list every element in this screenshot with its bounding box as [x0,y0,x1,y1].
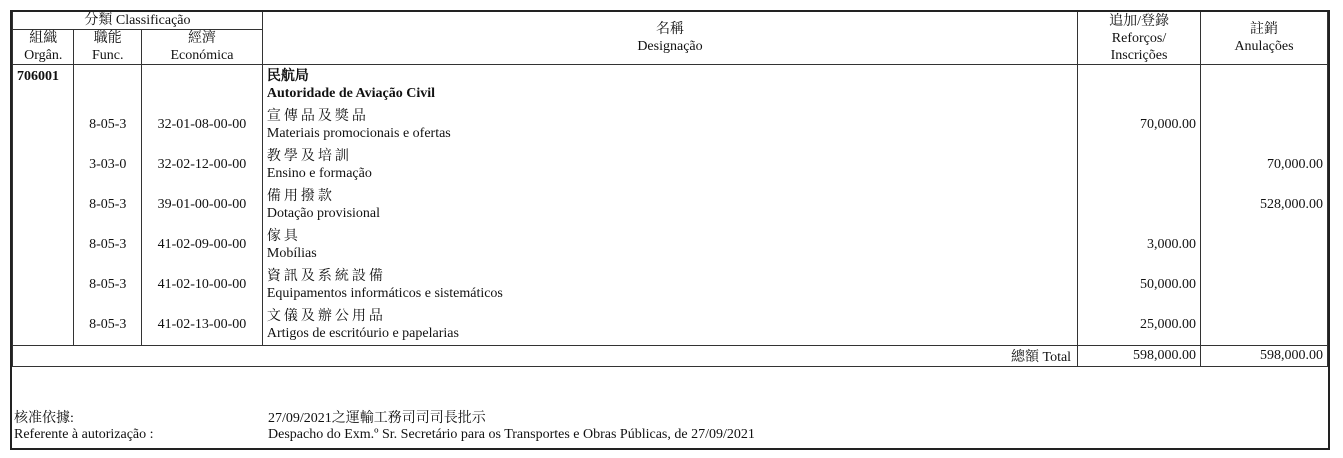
functional-code: 3-03-0 [74,145,142,185]
table-row [13,105,1328,145]
authorization-label-zh: 核准依據: [14,411,74,426]
budget-table [12,12,1328,367]
entity-code: 706001 [13,65,74,346]
designation [262,145,1077,185]
functional-code: 8-05-3 [74,225,142,265]
table-row [13,185,1328,225]
economic-header: 經濟 Económica [142,30,263,65]
total-reforcos: 598,000.00 [1078,346,1201,367]
economic-code: 39-01-00-00-00 [142,185,263,225]
functional-code: 8-05-3 [74,305,142,346]
designation-pt: Artigos de escritóurio e papelarias [266,326,459,341]
economic-code: 41-02-13-00-00 [142,305,263,346]
functional-code: 8-05-3 [74,265,142,305]
designation [262,185,1077,225]
designation [262,225,1077,265]
anulacoes-value: 528,000.00 [1200,185,1327,225]
designation-zh: 宣傳品及獎品 [266,109,369,124]
designation-pt: Mobílias [266,246,317,261]
functional-code: 8-05-3 [74,185,142,225]
total-anulacoes: 598,000.00 [1200,346,1327,367]
designation [262,265,1077,305]
table-body [13,65,1328,346]
functional-header: 職能 Func. [74,30,142,65]
reforcos-value [1078,145,1201,185]
economic-code: 41-02-09-00-00 [142,225,263,265]
entity-row [13,65,1328,106]
designation-pt: Ensino e formação [266,166,372,181]
designation-header: 名稱 Designação [262,12,1077,65]
entity-name: 民航局 Autoridade de Aviação Civil [262,65,1077,106]
designation-pt: Equipamentos informáticos e sistemáticos [266,286,503,301]
table-row [13,225,1328,265]
budget-document [10,10,1330,450]
designation-zh: 教學及培訓 [266,149,352,164]
reforcos-value: 3,000.00 [1078,225,1201,265]
anulacoes-value [1200,265,1327,305]
classification-header: 分類 Classificação [13,12,263,30]
organic-header: 組織 Orgân. [13,30,74,65]
authorization-label-pt: Referente à autorização : [14,427,154,442]
designation-zh: 備用撥款 [266,189,335,204]
total-label: 總額 Total [13,346,1078,367]
economic-code: 41-02-10-00-00 [142,265,263,305]
anulacoes-value [1200,225,1327,265]
total-row [13,346,1328,367]
reforcos-value: 70,000.00 [1078,105,1201,145]
anulacoes-header: 註銷 Anulações [1200,12,1327,65]
table-row [13,305,1328,346]
reforcos-header: 追加/登錄 Reforços/ Inscrições [1078,12,1201,65]
functional-code: 8-05-3 [74,105,142,145]
designation-zh: 資訊及系統設備 [266,269,386,284]
reforcos-value: 50,000.00 [1078,265,1201,305]
table-row [13,145,1328,185]
designation [262,305,1077,346]
designation-pt: Materiais promocionais e ofertas [266,126,451,141]
designation-zh: 文儀及辦公用品 [266,309,386,324]
anulacoes-value [1200,305,1327,346]
economic-code: 32-01-08-00-00 [142,105,263,145]
table-row [13,265,1328,305]
authorization-text-zh: 27/09/2021之運輸工務司司司長批示 [268,411,486,426]
authorization-text-pt: Despacho do Exm.º Sr. Secretário para os Transportes e Obras Públicas, de 27/09/2021 [268,427,755,442]
economic-code: 32-02-12-00-00 [142,145,263,185]
designation [262,105,1077,145]
reforcos-value: 25,000.00 [1078,305,1201,346]
anulacoes-value [1200,105,1327,145]
designation-zh: 傢具 [266,229,301,244]
anulacoes-value: 70,000.00 [1200,145,1327,185]
designation-pt: Dotação provisional [266,206,381,221]
table-header [13,12,1328,65]
reforcos-value [1078,185,1201,225]
